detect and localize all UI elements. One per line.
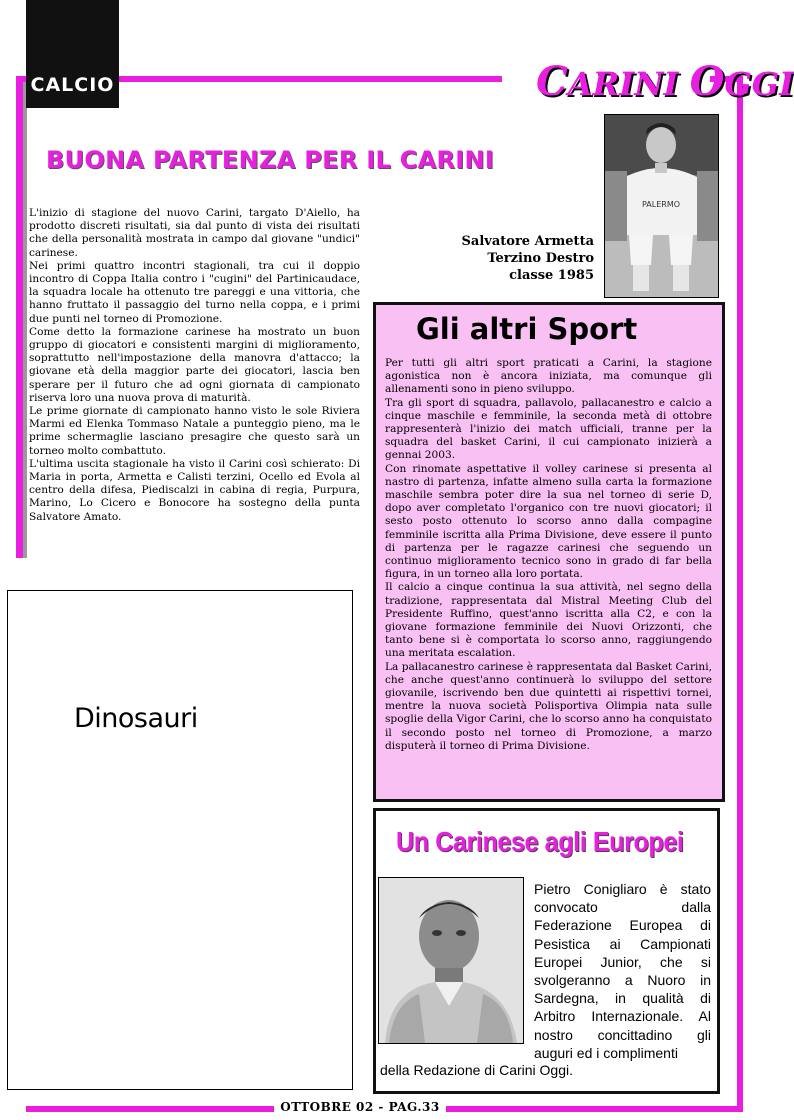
sports-paragraph: La pallacanestro carinese è rappresentata dal Basket Carini, che anche quest'anno continuerà lo sviluppo del settore giovanile, iscrivendo ben due quintetti ai rispettivi tornei, mentre la nuova società Polisportiva Olimpia nata sulle spoglie della Vigor Carini, che lo scorso anno ha conquistato il secondo posto nel torneo di Promozione, a marzo disputerà il torneo di Prima Divisione.	[385, 660, 712, 752]
caption-year: classe 1985	[509, 268, 594, 283]
player-photo-illustration	[605, 115, 718, 297]
sports-paragraph: Con rinomate aspettative il volley carinese si presenta al nastro di partenza, infatte almeno sulla carta la formazione maschile sembra poter dire la sua nel torneo di serie D, dopo aver completato l'organico con tre nuovi giocatori; il sesto posto ottenuto lo scorso anno dalla compagine femminile iscritta alla Prima Divisione, deve essere il punto di partenza per le ragazze carinesi che seguendo un continuo miglioramento tecnico sono in grado di far bella figura, in un torneo alla loro portata.	[385, 462, 712, 581]
advertisement-text: Dinosauri	[74, 703, 198, 734]
sports-paragraph: Il calcio a cinque continua la sua attività, nel segno della tradizione, rappresentata dal Mistral Meeting Club del Presidente Ruffino, quest'anno iscritta alla C2, e con la giovane formazione femminile dei Nuovi Orizzonti, che tanto bene si è comportata lo scorso anno, raggiungendo una meritata escalation.	[385, 581, 712, 660]
article-headline: BUONA PARTENZA PER IL CARINI	[46, 146, 495, 174]
referee-photo-illustration	[379, 878, 523, 1043]
frame-bottom-bar-left	[26, 1106, 274, 1112]
caption-name: Salvatore Armetta	[461, 234, 594, 249]
article-body	[29, 207, 360, 524]
frame-right-bar	[737, 76, 743, 1106]
europei-title: Un Carinese agli Europei	[396, 826, 684, 857]
player-photo	[604, 114, 719, 298]
europei-body-end: della Redazione di Carini Oggi.	[380, 1062, 573, 1078]
article-paragraph: Come detto la formazione carinese ha mostrato un buon gruppo di giocatori e consistenti margini di miglioramento, soprattutto nell'impostazione della manovra d'attacco; la giovane età della maggior parte dei giocatori, lascia ben sperare per il futuro che ad ogni giornata di campionato riserva loro una nuova prova di maturità.	[29, 325, 360, 404]
other-sports-body	[385, 357, 712, 753]
frame-left-bar	[16, 76, 23, 558]
advertisement-box	[7, 590, 353, 1090]
sports-paragraph: Per tutti gli altri sport praticati a Carini, la stagione agonistica non è ancora iniziata, ma comunque gli allenamenti sono in pieno sviluppo.	[385, 357, 712, 396]
article-paragraph: L'inizio di stagione del nuovo Carini, targato D'Aiello, ha prodotto discreti risultati, sia dal punto di vista dei risultati che della personalità mostrata in campo dal giovane "undici" carinese.	[29, 207, 360, 259]
article-paragraph: Nei primi quattro incontri stagionali, tra cui il doppio incontro di Coppa Italia contro i "cugini" del Partinicaudace, la squadra locale ha ottenuto tre pareggi e una vittoria, che hanno fruttato il passaggio del turno nella coppa, e i primi due punti nel torneo di Promozione.	[29, 259, 360, 325]
jersey-sponsor: PALERMO	[641, 200, 681, 209]
page-footer: OTTOBRE 02 - PAG.33	[280, 1100, 440, 1114]
photo-caption	[440, 233, 594, 284]
caption-role: Terzino Destro	[487, 251, 594, 266]
europei-body: Pietro Conigliaro è stato convocato dalla Federazione Europea di Pesistica ai Campionati Europei Junior, che si svolgeranno a Nuoro in Sardegna, in qualità di Arbitro Internazionale. Al nostro concittadino gli auguri ed i complimenti	[534, 881, 711, 1061]
section-label: CALCIO	[30, 74, 115, 96]
article-paragraph: L'ultima uscita stagionale ha visto il Carini così schierato: Di Maria in porta, Armetta e Calisti terzini, Ocello ed Evola al centro della difesa, Piediscalzi in cabina di regia, Purpura, Marino, Lo Cicero e Bonocore ha sostegno della punta Salvatore Amato.	[29, 457, 360, 523]
frame-left-shadow	[23, 82, 27, 558]
article-paragraph: Le prime giornate di campionato hanno visto le sole Riviera Marmi ed Elenka Tommaso Natale a punteggio pieno, ma le prime schermaglie lasciano presagire che questo sarà un torneo molto combattuto.	[29, 405, 360, 457]
sports-paragraph: Tra gli sport di squadra, pallavolo, pallacanestro e calcio a cinque maschile e femminile, la seconda metà di ottobre rappresenterà l'inizio dei match ufficiali, tranne per la squadra del basket Carini, il cui campionato inizierà a gennai 2003.	[385, 396, 712, 462]
frame-bottom-bar-right	[446, 1106, 743, 1112]
referee-photo	[378, 877, 524, 1044]
other-sports-title: Gli altri Sport	[416, 312, 638, 346]
masthead-logo: CARINI OGGI	[536, 58, 794, 105]
